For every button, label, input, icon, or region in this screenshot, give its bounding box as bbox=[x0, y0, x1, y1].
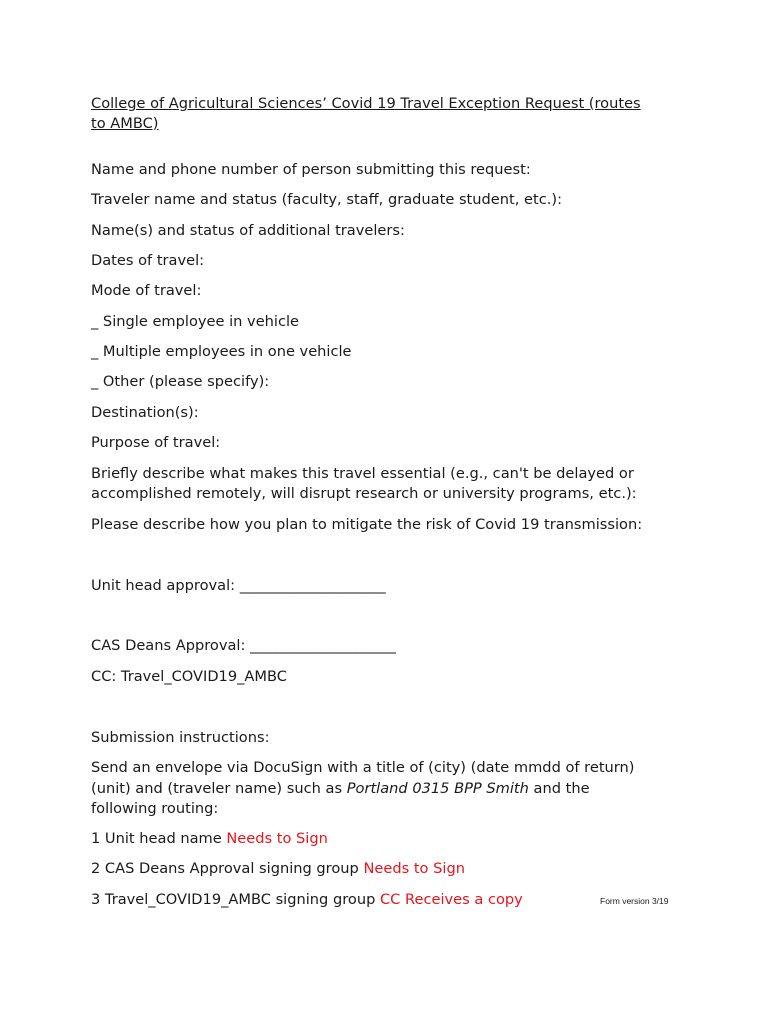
submission-line2-after: and the bbox=[528, 780, 590, 797]
document-title-line1: College of Agricultural Sciences’ Covid 19 Travel Exception Request (routes bbox=[91, 95, 641, 112]
routing-step-text: 3 Travel_COVID19_AMBC signing group bbox=[91, 891, 380, 908]
field-additional-travelers: Name(s) and status of additional travelers: bbox=[91, 222, 405, 239]
submission-heading: Submission instructions: bbox=[91, 729, 270, 746]
field-destination: Destination(s): bbox=[91, 404, 199, 421]
field-traveler: Traveler name and status (faculty, staff, graduate student, etc.): bbox=[91, 191, 562, 208]
field-essential-line2: accomplished remotely, will disrupt research or university programs, etc.): bbox=[91, 485, 637, 502]
routing-step-2 bbox=[91, 859, 465, 880]
document-title-line2: to AMBC) bbox=[91, 115, 159, 132]
field-mode: Mode of travel: bbox=[91, 282, 202, 299]
routing-step-3 bbox=[91, 890, 523, 911]
routing-step-text: 2 CAS Deans Approval signing group bbox=[91, 860, 364, 877]
routing-status: Needs to Sign bbox=[363, 860, 465, 877]
mode-option-single: _ Single employee in vehicle bbox=[91, 313, 300, 330]
submission-line2 bbox=[91, 779, 590, 800]
routing-status: CC Receives a copy bbox=[379, 891, 523, 908]
example-title: Portland 0315 BPP Smith bbox=[346, 780, 529, 797]
submission-line1: Send an envelope via DocuSign with a title of (city) (date mmdd of return) bbox=[91, 759, 635, 776]
field-submitter: Name and phone number of person submitting this request: bbox=[91, 161, 531, 178]
routing-step-1 bbox=[91, 829, 328, 850]
field-mitigate: Please describe how you plan to mitigate the risk of Covid 19 transmission: bbox=[91, 516, 643, 533]
cas-deans-approval: CAS Deans Approval: ____________________ bbox=[91, 637, 396, 654]
field-essential-line1: Briefly describe what makes this travel essential (e.g., can't be delayed or bbox=[91, 465, 634, 482]
form-version: Form version 3/19 bbox=[600, 896, 669, 906]
field-dates: Dates of travel: bbox=[91, 252, 205, 269]
field-purpose: Purpose of travel: bbox=[91, 434, 221, 451]
cc-line: CC: Travel_COVID19_AMBC bbox=[91, 668, 287, 685]
unit-head-approval: Unit head approval: ____________________ bbox=[91, 577, 386, 594]
routing-step-text: 1 Unit head name bbox=[91, 830, 227, 847]
mode-option-multiple: _ Multiple employees in one vehicle bbox=[91, 343, 352, 360]
submission-line3: following routing: bbox=[91, 800, 219, 817]
routing-status: Needs to Sign bbox=[226, 830, 328, 847]
submission-line2-before: (unit) and (traveler name) such as bbox=[91, 780, 347, 797]
mode-option-other: _ Other (please specify): bbox=[91, 373, 270, 390]
